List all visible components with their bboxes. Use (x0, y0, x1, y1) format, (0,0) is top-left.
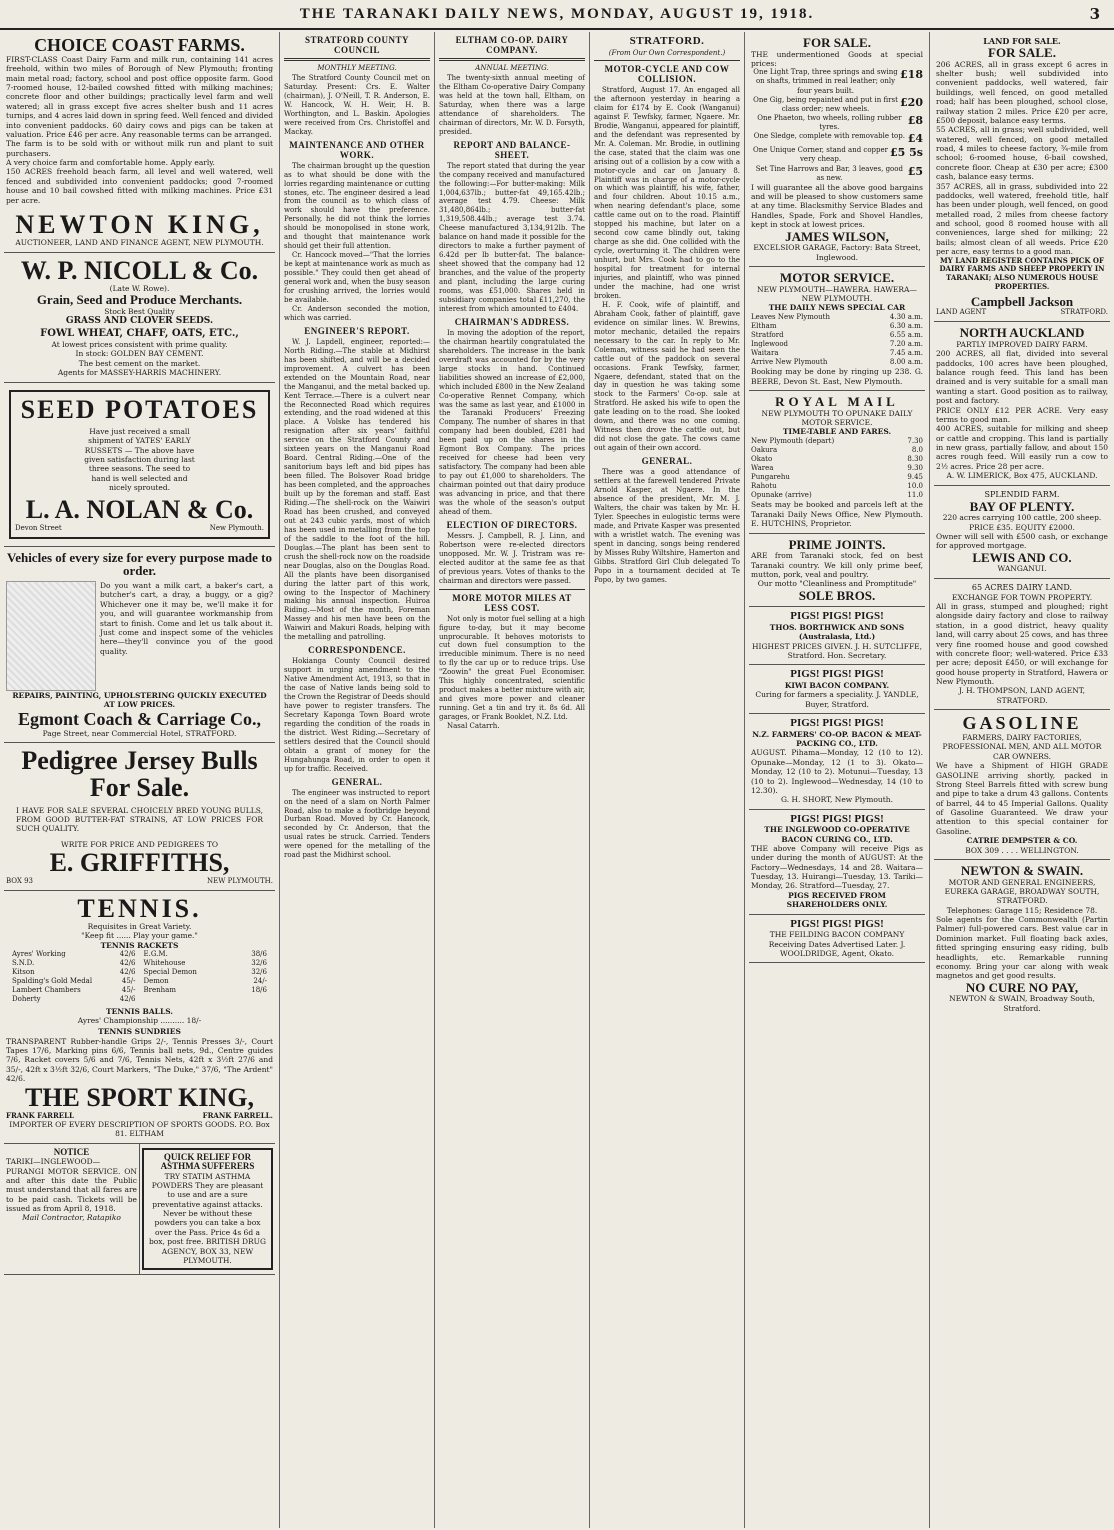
racket-row: Doherty 42/6 (12, 995, 136, 1004)
council-h5: GENERAL. (331, 776, 383, 787)
nicoll-line-2: GRASS AND CLOVER SEEDS. (65, 316, 214, 327)
nolan-name: L. A. NOLAN & Co. (25, 495, 254, 525)
land-206: 206 ACRES, all in grass except 6 acres in shelter bush; well subdivided into convenient paddocks, well watered, fair buildings, well fenced, on good metalled road; half has been ploughed, school close, railway station 2 miles. Price £20 per acre, £500 deposit, balance easy terms. (936, 59, 1108, 125)
motor-row: Waitara 7.45 a.m. (751, 349, 923, 358)
eltham-p2: The report stated that during the year the company received and manufactured the following:—For butter-making: Milk 1,004,637lb.; butter-fat 49,165.42lb.; average test 4.79. Cheese: Milk 31,480,864lb.; butter-fat 1,319,508.44lb.; average test 3.74. Cheese manufactured 3,134,912lb. The balance on hand made it possible for the directors to make a further payment of 6.42d per lb butter-fat. The balance-sheet showed that the company had 12 branches, and the value of the property and plant, including the large curing rooms, was £51,000. Shares held in subsidiary companies total £11,270, the interest from which amounted to £404. (439, 161, 585, 313)
kiwi-sub: Curing for farmers a speciality. J. YANDLE, Buyer, Stratford. (755, 690, 919, 709)
motor-route: NEW PLYMOUTH—HAWERA. HAWERA—NEW PLYMOUTH. (757, 284, 917, 303)
racket-row: S.N.D. 42/6 (12, 959, 136, 968)
column-3 (435, 32, 590, 1528)
eltham-p5: Not only is motor fuel selling at a high figure to-day, but it may become unprocurable. It behoves motorists to cut down fuel consumption to the irreducible minimum. There is no need to fly the car up or to reduce trips. Use "Zoowin" the great Fuel Economiser. This highly concentrated, scientific product makes a better mixture with air, and gives more power and cleaner running. Get a tin and try it. 8s 6d. All garages, or Frank Booklet, N.Z. Ltd. (439, 614, 585, 722)
page-number: 3 (1089, 5, 1100, 23)
campbell-name: Campbell Jackson (970, 293, 1074, 309)
land-register: MY LAND REGISTER CONTAINS PICK OF DAIRY FARMS AND SHEEP PROPERTY IN TARANAKI; ALSO NUMEROUS HOUSE PROPERTIES. (939, 255, 1105, 291)
seed-potatoes-ad (4, 383, 275, 547)
eltham-h3: CHAIRMAN'S ADDRESS. (454, 316, 570, 327)
tennis-sub: Requisites in Great Variety. (87, 921, 192, 931)
notice-sign: Mail Contractor, Ratapiko (22, 1213, 121, 1223)
newton-swain-ad (934, 860, 1110, 1017)
council-p6: Hokianga County Council desired support in urging amendment to the Native Amendment Act, 1913, so that in the case of Native lands being sold to the Crown the Registrar of Deeds should have power to register transfers. The Secretary Kaponga Town Board wrote regarding the condition of the roads in the district. West Riding.—Secretary of settlers desired that the Council should obtain a grant of money for the Hungahunga Road, in order to open it up for traffic. Received. (284, 657, 430, 773)
stratford-p3: There was a good attendance of settlers at the farewell tendered Private Arnold Kasper, at Ngaere. In the absence of the president, Mr. M. J. Walters, the chair was taken by Mr. H. Tyler. Speeches in eulogistic terms were made, and Private Kasper was presented with a wristlet watch. The evening was spent in dancing, songs being rendered by Misses Ruby Wiltshire, Hamerton and Gibbs. Stratford Girl Club delegated To Popo in a tournament decided at Te Popo, by two games. (594, 468, 740, 584)
stratford-head: STRATFORD. (629, 35, 705, 47)
splendid-farm-ad (934, 486, 1110, 579)
royal-head: ROYAL MAIL (775, 394, 899, 410)
na-200: 200 ACRES, all flat, divided into several paddocks, 100 acres have been ploughed, balance rough feed. This land has been drained and is very suitable for a small man wanting a start. Good position as to railway, post and factory. (936, 349, 1108, 406)
eltham-h2: REPORT AND BALANCE-SHEET. (453, 139, 571, 160)
ns-tel: Telephones: Garage 115; Residence 78. (946, 905, 1098, 915)
griffiths-box: BOX 93 (6, 876, 34, 885)
asthma-body: TRY STATIM ASTHMA POWDERS They are pleasant to use and are a sure preventative against attacks. Never be without these powders you can take a box over the Pass. Price 4s 6d a box, post free. BRITISH DRUG AGENCY, BOX 33, NEW PLYMOUTH. (148, 1171, 266, 1265)
royal-row: Rahotu 10.0 (751, 482, 923, 491)
pigs-2: PIGS! PIGS! PIGS! (790, 668, 884, 681)
sport-owner-left: FRANK FARRELL (6, 1110, 74, 1120)
na-200-price: PRICE ONLY £12 PER ACRE. Very easy terms to good man. (936, 405, 1108, 424)
motor-car: THE DAILY NEWS SPECIAL CAR (768, 303, 906, 313)
motor-row: Eltham 6.30 a.m. (751, 321, 923, 330)
borthwick-name: THOS. BORTHWICK AND SONS (Australasia, Ltd.) (769, 622, 905, 642)
goods-row: One Phaeton, two wheels, rolling rubber tyres. £8 (757, 113, 923, 131)
nolan-town: New Plymouth. (209, 523, 264, 532)
sole-bros: SOLE BROS. (798, 587, 876, 603)
na-400: 400 ACRES, suitable for milking and sheep or cattle and cropping. This land is partially in new grass, partially fallow, and about 150 acres rough feed. Will easily run a cow to 2½ acres. Price 28 per acre. (936, 424, 1108, 471)
dairy-head: 65 ACRES DAIRY LAND. (971, 582, 1073, 592)
racket-row: Special Demon 32/6 (143, 968, 267, 977)
motor-head: MOTOR SERVICE. (779, 269, 895, 285)
vehicles-ad (4, 547, 275, 743)
motor-note: Booking may be done by ringing up 238. G. BEERE, Devon St. East, New Plymouth. (751, 367, 923, 386)
council-h2: MAINTENANCE AND OTHER WORK. (289, 139, 425, 160)
royal-row: Warea 9.30 (751, 464, 923, 473)
feilding-body: THE FEILDING BACON COMPANY Receiving Dates Advertised Later. J. WOOLDRIDGE, Agent, Okato. (768, 930, 906, 958)
egmont-sub: Page Street, near Commercial Hotel, STRATFORD. (42, 728, 237, 738)
royal-row: New Plymouth (depart) 7.30 (751, 436, 923, 445)
goods-list (751, 68, 923, 182)
royal-row: Opunake (arrive) 11.0 (751, 491, 923, 500)
north-auckland-ad (934, 322, 1110, 485)
stratford-p1: Stratford, August 17. An engaged all the afternoon yesterday in hearing a claim for £174 by E. Cook (Wanganui) against F. Tewfsky, farmer, Ngaere. Mr. Brodie, Wanganui, appeared for plaintiff, and the defendant was represented by Mr. A. Coleman. Mr. Brodie, in outlining the case, stated that the claim was one arising out of a collision by a cow with a motor-cycle and car on January 8. Plaintiff was in charge of a motor-cycle on which was plaintiff, his wife, father, and four children. About 10.15 a.m., when nearing defendant's place, some cattle came out on to the road. Plaintiff stopped his machine, but later on a second cow came blindly out, taking charge as she did. One collided with the cycle, overturning it. The children were unhurt, but Mrs. Cook had to go to the hospital for treatment for internal injuries, and plaintiff, who was pinned under the machine, had one wrist broken. (594, 86, 740, 300)
choice-farms-ad (4, 32, 275, 253)
racket-row: Brenham 18/6 (143, 986, 267, 995)
ingle-note: PIGS RECEIVED FROM SHAREHOLDERS ONLY. (786, 890, 888, 910)
land-357: 357 ACRES, all in grass, subdivided into 22 paddocks, well watered, freehold title, half has been under plough, well fenced, on good metalled road, 2 miles from cheese factory and school, good 8 roomed house with all conveniences, large shed for milking; 22 bails; almost clean of all weeds. Price £20 per acre, easy terms to a good man. (936, 181, 1108, 257)
rackets-list (6, 950, 273, 1005)
exchange-body: All in grass, stumped and ploughed; right alongside dairy factory and close to railway station, in a good district, heavy quality land, will carry about 25 cows, and has three very fine roomed house and good cowshed with concrete floor; well-watered. Price £33 per acre; deposit £450, or will exchange for good house property in Stratford, Hawera or New Plymouth. (936, 602, 1108, 687)
ingle-sub: THE above Company will receive Pigs as under during the month of AUGUST: At the Factory—Wednesdays, 14 and 28. Waitara—Tuesday, 13. Huirangi—Tuesday, 13. Tariki—Monday, 26. Stratford—Tuesday, 27. (751, 843, 923, 891)
council-p1: The Stratford County Council met on Saturday. Present: Crs. E. Walter (chairman), J. O'Neill, T. R. Anderson, E. W. Hancock, W. H. Weir, H. B. Worthington, and L. Baskin. Apologies were received from Crs. Christoffel and Mackay. (284, 74, 430, 136)
sport-owner-right: FRANK FARRELL. (202, 1110, 273, 1120)
eltham-h4: ELECTION OF DIRECTORS. (446, 519, 578, 530)
splendid-head: SPLENDID FARM. (984, 489, 1060, 499)
racket-row: Lambert Chambers 45/- (12, 986, 136, 995)
land-sale-ad (934, 32, 1110, 322)
catrie-name: CATRIE DEMPSTER & CO. (966, 836, 1078, 846)
jersey-write: WRITE FOR PRICE AND PEDIGREES TO (61, 839, 218, 849)
eltham-h5: MORE MOTOR MILES AT LESS COST. (452, 592, 572, 613)
royal-route: NEW PLYMOUTH TO OPUNAKE DAILY MOTOR SERVICE. (761, 408, 913, 428)
royal-note: Seats may be booked and parcels left at the Taranaki Daily News Office, New Plymouth. E. HUTCHINS, Proprietor. (751, 500, 923, 529)
nzf-ad (749, 714, 925, 810)
sport-sub: IMPORTER OF EVERY DESCRIPTION OF SPORTS GOODS. P.O. Box 81. ELTHAM (9, 1119, 270, 1139)
goods-row: One Unique Corner, stand and copper very cheap. £5 5s (753, 146, 923, 164)
feilding-ad (749, 915, 925, 964)
eltham-p4: Messrs. J. Campbell, R. J. Linn, and Robertson were re-elected directors unopposed. Mr. W. J. Tristram was re-elected auditor at the same fee as that of previous years. Votes of thanks to the chairman and directors were passed. (439, 531, 585, 585)
prime-body: ARE from Taranaki stock, fed on best Taranaki country. We kill only prime beef, mutton, pork, veal and poultry. (751, 551, 923, 579)
griffiths-town: NEW PLYMOUTH. (207, 876, 273, 885)
nzf-name: N.Z. FARMERS' CO-OP. BACON & MEAT-PACKING CO., LTD. (752, 729, 922, 749)
kiwi-name: KIWI BACON COMPANY. (784, 680, 890, 690)
tennis-title: TENNIS. (77, 893, 202, 923)
nicoll-line-1: Stock Best Quality (104, 306, 175, 316)
pigs-1: PIGS! PIGS! PIGS! (790, 610, 884, 623)
choice-farms-title: CHOICE COAST FARMS. (34, 35, 245, 55)
newton-king-name: NEWTON KING, (15, 209, 264, 239)
vehicles-body: Do you want a milk cart, a baker's cart, a butcher's cart, a dray, a buggy, or a gig? Whichever one it may be, we'll make it for you, and will guarantee workmanship from start to finish. Come and let us talk about it. Just come and inspect some of the vehicles here—they'll convince you of the good quality. (100, 581, 273, 656)
motor-row: Arrive New Plymouth 8.00 a.m. (751, 358, 923, 367)
inglewood-ad (749, 810, 925, 915)
council-h3: ENGINEER'S REPORT. (304, 325, 410, 336)
racket-row: Kitson 42/6 (12, 968, 136, 977)
motor-row: Leaves New Plymouth 4.30 a.m. (751, 312, 923, 321)
royal-row: Pungarehu 9.45 (751, 473, 923, 482)
nicoll-line-5: In stock: GOLDEN BAY CEMENT. (75, 349, 204, 359)
council-p2: The chairman brought up the question as to what should be done with the lorries regarding maintenance or cutting stones, etc. The engineer desired a lead from the council as to which class of work should have the preference. Personally, he did not think the lorries should be monopolised in stone work, and thought that maintenance work should get their full attention. (284, 161, 430, 251)
na-sub: PARTLY IMPROVED DAIRY FARM. (956, 339, 1088, 349)
nicoll-sub: Grain, Seed and Produce Merchants. (36, 292, 243, 308)
nicoll-line-7: Agents for MASSEY-HARRIS MACHINERY. (57, 368, 222, 378)
council-p7: The engineer was instructed to report on the need of a slam on North Palmer Road, also to make a footbridge beyond Durban Road. Moved by Cr. Hancock, seconded by Cr. Anderson, that the usual rates be struck. Carried. Tenders were opened for the metalling of the road past the Midhirst school. (284, 788, 430, 860)
column-1 (0, 32, 280, 1528)
jersey-title: Pedigree Jersey Bulls For Sale. (21, 746, 258, 803)
motor-row: Stratford 6.55 a.m. (751, 330, 923, 339)
goods-row: One Light Trap, three springs and swing on shafts, trimmed in real leather; only four years built. £18 (753, 68, 923, 95)
jersey-bulls-ad (4, 743, 275, 890)
council-p3: Cr. Hancock moved—"That the lorries be kept at maintenance work as much as possible." They could then get ahead of general work and, when the busy season for crushing arrived, the lorries would be available. (284, 251, 430, 304)
eltham-sub: ANNUAL MEETING. (475, 64, 549, 72)
goods-sale-ad (749, 32, 925, 267)
thompson: J. H. THOMPSON, LAND AGENT, STRATFORD. (958, 686, 1086, 705)
cart-illustration (6, 581, 96, 691)
council-p4: Cr. Anderson seconded the motion, which was carried. (284, 304, 430, 322)
racket-row: Demon 24/- (143, 977, 267, 986)
rackets-head: TENNIS RACKETS (100, 940, 179, 950)
column-6 (745, 32, 930, 1528)
royal-timetable: TIME-TABLE AND FARES. (782, 427, 892, 437)
lewis-sub: WANGANUI. (997, 564, 1047, 574)
stratford-sub: (From Our Own Correspondent.) (608, 49, 726, 57)
pigs-4: PIGS! PIGS! PIGS! (790, 812, 884, 825)
prime-joints-ad (749, 534, 925, 608)
exchange-head: EXCHANGE FOR TOWN PROPERTY. (951, 592, 1093, 602)
for-sale-head: FOR SALE. (988, 45, 1056, 60)
dairy-land-ad (934, 579, 1110, 711)
lewis-name: LEWIS AND CO. (972, 549, 1072, 565)
notice-head: NOTICE (53, 1146, 90, 1157)
nicoll-line-3: FOWL WHEAT, CHAFF, OATS, ETC., (40, 327, 239, 339)
royal-mail-ad (749, 391, 925, 534)
column-7 (930, 32, 1114, 1528)
pigs-5: PIGS! PIGS! PIGS! (790, 917, 884, 930)
eltham-p1: The twenty-sixth annual meeting of the Eltham Co-operative Dairy Company was held at the town hall, Eltham, on Saturday, when there was a large attendance of shareholders. The chairman of directors, Mr. W. D. Forsyth, presided. (439, 74, 585, 136)
choice-farms-p1: FIRST-CLASS Coast Dairy Farm and milk run, containing 141 acres freehold, within two miles of Borough of New Plymouth; fronting main metal road; factory, school and post office opposite farm. Good 7-roomed house, 12-bailed cowshed fitted with milking machines; concrete floor and other buildings; practically level farm and well watered; all in grass except five acres shelter bush and 11 acres turnips, and 4 acres laid down in spring feed. Well fenced and divided into convenient paddocks. 60 dairy cows and pigs can be taken at valuation. Price £46 per acre. Any reasonable terms can be arranged. (6, 54, 273, 139)
bay-note: Owner will sell with £500 cash, or exchange for approved mortgage. (936, 531, 1108, 551)
seed-potatoes-body: Have just received a small shipment of YATES' EARLY RUSSETS — The above have given satisfaction during last three seasons. The seed to hand is well selected and nicely sprouted. (84, 426, 195, 493)
nicoll-name: W. P. NICOLL & Co. (20, 255, 259, 285)
column-2 (280, 32, 435, 1528)
council-p5: W. J. Lapdell, engineer, reported:— North Riding.—The stable at Midhirst has been shifted, and will be a decided improvement. A culvert has been extended on the Mountain Road, near the Manganui, and the metal backed up. Kent Terrace.—There is a culvert near the Reconnected Road which requires extending, and the road widened at this place. A Volske has tendered his resignation after six years' faithful service on the Stratford County and sixteen years on the Manganui Road Board. Central Riding.—One of the sanitorium bays left and bid pipes has been filled. The Bolsover Road bridge has been completed, and the approaches built up by the foreman and staff. East Riding.—The shell-rock on the Waiwiri Road has been crushed, and conveyed out at 243 cubic yards, most of which has been used in metalling from the top of the saddle to the foot of the hill. Douglas.—The plant has been sent to crush the shell-rock now on the roadside near Douglas, also on the Douglas Road. All the plants have been disorganised during the latter part of this work, owing to the Inspector of Machinery making his annual inspection. Huiroa Riding.—Most of the month, Foreman Massey and his men have been on the Waiwiri and Makuri Roads, helping with the metalling and patrolling. (284, 337, 430, 642)
notice-ad (4, 1144, 140, 1276)
stratford-h1: MOTOR-CYCLE AND COW COLLISION. (604, 64, 730, 84)
choice-farms-p4: 150 ACRES freehold beach farm, all level and well watered, well fenced and subdivided into convenient paddocks; good 7-roomed house and 10 bail cowshed fitted with milking machines. Price £31 per acre. (6, 167, 273, 205)
nicoll-line-6: The best cement on the market. (78, 358, 201, 368)
land-55: 55 ACRES, all in grass; well subdivided, well watered, well fenced, on good metalled road, 4 miles to cheese factory, ¾-mile from school; 6-roomed house, 6-bail cowshed, concrete floor. Cheap at £30 per acre; £300 cash, balance easy terms. (936, 125, 1108, 182)
sundries-body: TRANSPARENT Rubber-handle Grips 2/-, Tennis Presses 3/-, Court Tapes 17/6, Marking pins 6/6, Tennis ball nets, 9d., Centre guides 7/6, Racket covers 5/6 and 7/6, Tennis Nets, 42ft x 3½ft 27/6 and 35/-, 42ft x 3½ft 32/6, Court Markers, "The Duke," 37/6, "The Ardent" 42/6. (6, 1036, 273, 1084)
nzf-sign: G. H. SHORT, New Plymouth. (781, 795, 893, 805)
vehicles-title: Vehicles of every size for every purpose made to order. (7, 549, 272, 579)
campbell-role: LAND AGENT (936, 308, 987, 317)
nzf-sub: AUGUST. Pihama—Monday, 12 (10 to 12). Opunake—Monday, 12 (1 to 3). Okato—Monday, 12 (10 to 2). Motunui—Tuesday, 13 (10 to 2). Inglewood—Wednesday, 14 (10 to 12.30). (751, 748, 923, 795)
stratford-p2: H. F. Cook, wife of plaintiff, and Abraham Cook, father of plaintiff, gave evidence on similar lines. W. Brewins, motor mechanic, detailed the repairs necessary to the car. In reply to Mr. Coleman, witness said he had seen the cattle out of the paddock on several occasions. Frank Tewfsky, farmer, Ngaere, defendant, stated that on the day in question he was taking some stock to the Farmers' Co-op. sale at Stratford. He asked his wife to open the gate leading on to the road. She looked down, and there was no one coming. Witness then drove the cattle out, but did not close the gate. The cows came out again of their own accord. (594, 300, 740, 453)
motor-row: Inglewood 7.20 a.m. (751, 340, 923, 349)
royal-row: Oakura 8.0 (751, 445, 923, 454)
borthwick-ad (749, 607, 925, 665)
racket-row: E.G.M. 38/6 (143, 950, 267, 959)
ns-body: Sole agents for the Commonwealth (Partin Palmer) full-powered cars. Best value car in Dominion market. Full floating back axles, fitted springing ensuring easy riding, bulb headlights, etc. Remarkable running economy. Bring your car along with weak magnetos and get good results. (936, 915, 1108, 981)
na-head: NORTH AUCKLAND (959, 325, 1085, 341)
borthwick-sub: HIGHEST PRICES GIVEN. J. H. SUTCLIFFE, Stratford. Hon. Secretary. (751, 641, 923, 661)
sundries-head: TENNIS SUNDRIES (98, 1027, 181, 1037)
asthma-ad (140, 1144, 275, 1276)
vehicles-repairs: REPAIRS, PAINTING, UPHOLSTERING QUICKLY EXECUTED AT LOW PRICES. (12, 691, 267, 710)
gasoline-body: We have a Shipment of HIGH GRADE GASOLINE arriving shortly, packed in Strong Steel Barrels fitted with screw bung and pipe to take a drum 43 gallons. Contents of barrel, 44 to 45 Imperial Gallons. Quality of Gasoline Guaranteed. We draw your attention to this special container for Gasoline. (936, 761, 1108, 836)
gasoline-head: GASOLINE (962, 713, 1082, 734)
griffiths-name: E. GRIFFITHS, (49, 848, 230, 878)
no-cure: NO CURE NO PAY, (965, 979, 1079, 995)
wilson-sub: EXCELSIOR GARAGE, Factory: Bata Street, Inglewood. (753, 243, 921, 262)
gasoline-ad (934, 710, 1110, 860)
sport-king-name: THE SPORT KING, (24, 1082, 255, 1112)
choice-farms-p2: The farm is to be sold with or without milk run and plant to suit purchasers. (6, 139, 273, 158)
racket-row: Whitehouse 32/6 (143, 959, 267, 968)
nicoll-ad (4, 253, 275, 383)
racket-row: Ayres' Working 42/6 (12, 950, 136, 959)
jersey-body: I HAVE FOR SALE SEVERAL CHOICELY BRED YOUNG BULLS, FROM GOOD BUTTER-FAT STRAINS, AT LOW PRICES FOR SUCH QUALITY. (16, 805, 263, 834)
balls-line: Ayres' Championship .......... 18/- (77, 1015, 202, 1025)
newton-king-sub: AUCTIONEER, LAND AND FINANCE AGENT, NEW PLYMOUTH. (15, 238, 264, 248)
notice-body: TARIKI—INGLEWOOD—PURANGI MOTOR SERVICE. ON and after this date the Public must understand that all fares are to be paid cash. Tickets will be issued as from April 8, 1918. (6, 1157, 137, 1214)
wilson-name: JAMES WILSON, (785, 228, 889, 244)
ingle-name: THE INGLEWOOD CO-OPERATIVE BACON CURING CO., LTD. (764, 825, 910, 844)
campbell-town: STRATFORD. (1060, 308, 1108, 317)
ns-sub: MOTOR AND GENERAL ENGINEERS, EUREKA GARAGE, BROADWAY SOUTH, STRATFORD. (944, 877, 1100, 906)
stratford-h2: GENERAL. (641, 456, 693, 467)
balls-head: TENNIS BALLS. (105, 1006, 173, 1016)
limerick: A. W. LIMERICK, Box 475, AUCKLAND. (946, 471, 1098, 481)
goods-row: One Sledge, complete with removable top. £4 (753, 132, 923, 146)
tennis-keep: "Keep fit ...... Play your game." (81, 931, 198, 941)
goods-sale-intro: THE undermentioned Goods at special prices: (751, 49, 923, 69)
motor-service-ad (749, 267, 925, 391)
tennis-ad (4, 891, 275, 1144)
bay-body: 220 acres carrying 100 cattle, 200 sheep. PRICE £35. EQUITY £2000. (942, 513, 1102, 532)
council-sub: MONTHLY MEETING. (317, 64, 397, 72)
pigs-3: PIGS! PIGS! PIGS! (790, 717, 884, 730)
egmont-name: Egmont Coach & Carriage Co., (18, 708, 261, 729)
kiwi-ad (749, 665, 925, 714)
eltham-head: ELTHAM CO-OP. DAIRY COMPANY. (455, 35, 569, 55)
nicoll-late: (Late W. Rowe). (109, 283, 170, 293)
goods-sale-head: FOR SALE. (803, 35, 871, 50)
royal-row: Okato 8.30 (751, 455, 923, 464)
bottom-notices (4, 1144, 275, 1276)
eltham-p3: In moving the adoption of the report, the chairman heartily congratulated the shareholders. The increase in the bank overdraft was accounted for by the very large stocks in hand. Continued liabilities showed an increase of £2,000, which included £800 in the New Zealand Co-operative Rennet Company, which was the same as last year, and £1000 in the Taranaki Producers' Freezing Company. The number of shares in that company had been doubled, £281 had been paid up on the shares in the Egmont Box Company. The prices received for cheese had been very satisfactory. The company had been able to pay out £1,000 to shareholders. The chairman pointed out that dairy produce was advancing in price, and that there was the whole of the season's output ahead of them. (439, 328, 585, 516)
prime-head: PRIME JOINTS. (788, 536, 886, 552)
column-4 (590, 32, 745, 1528)
council-head: STRATFORD COUNTY COUNCIL (304, 35, 410, 55)
land-head: LAND FOR SALE. (983, 36, 1061, 46)
goods-note: I will guarantee all the above good bargains and will be pleased to show customers same at any time. Blacksmithy Service Blades and Handles, Spade, Fork and Shovel Handles, kept in stock at lowest prices. (751, 182, 923, 230)
nicoll-line-4: At lowest prices consistent with prime quality. (51, 340, 228, 349)
prime-motto: Our motto "Cleanliness and Promptitude" (757, 579, 917, 589)
catrie-sub: BOX 309 . . . . WELLINGTON. (965, 845, 1079, 855)
newspaper-title: THE TARANAKI DAILY NEWS, MONDAY, AUGUST 19, 1918. (299, 5, 815, 22)
goods-row: One Gig, being repainted and put in first class order; new wheels. £20 (753, 95, 923, 113)
seed-potatoes-title: SEED POTATOES (20, 394, 259, 424)
gasoline-sub: FARMERS, DAIRY FACTORIES, PROFESSIONAL MEN, AND ALL MOTOR CAR OWNERS. (942, 733, 1102, 761)
choice-farms-p3: A very choice farm and comfortable home. Apply early. (6, 158, 215, 168)
ns-sign: NEWTON & SWAIN, Broadway South, Stratford. (949, 994, 1095, 1013)
goods-row: Set Tine Harrows and Bar, 3 leaves, good as new. £5 (755, 164, 923, 182)
nolan-street: Devon Street (15, 523, 62, 532)
ns-name: NEWTON & SWAIN. (960, 862, 1084, 878)
eltham-tail: Nasal Catarrh. (447, 722, 500, 731)
masthead (0, 0, 1114, 30)
racket-row: Spalding's Gold Medal 45/- (12, 977, 136, 986)
bay-head: BAY OF PLENTY. (969, 498, 1075, 514)
asthma-head: QUICK RELIEF FOR ASTHMA SUFFERERS (160, 1151, 255, 1172)
council-h4: CORRESPONDENCE. (308, 645, 406, 656)
